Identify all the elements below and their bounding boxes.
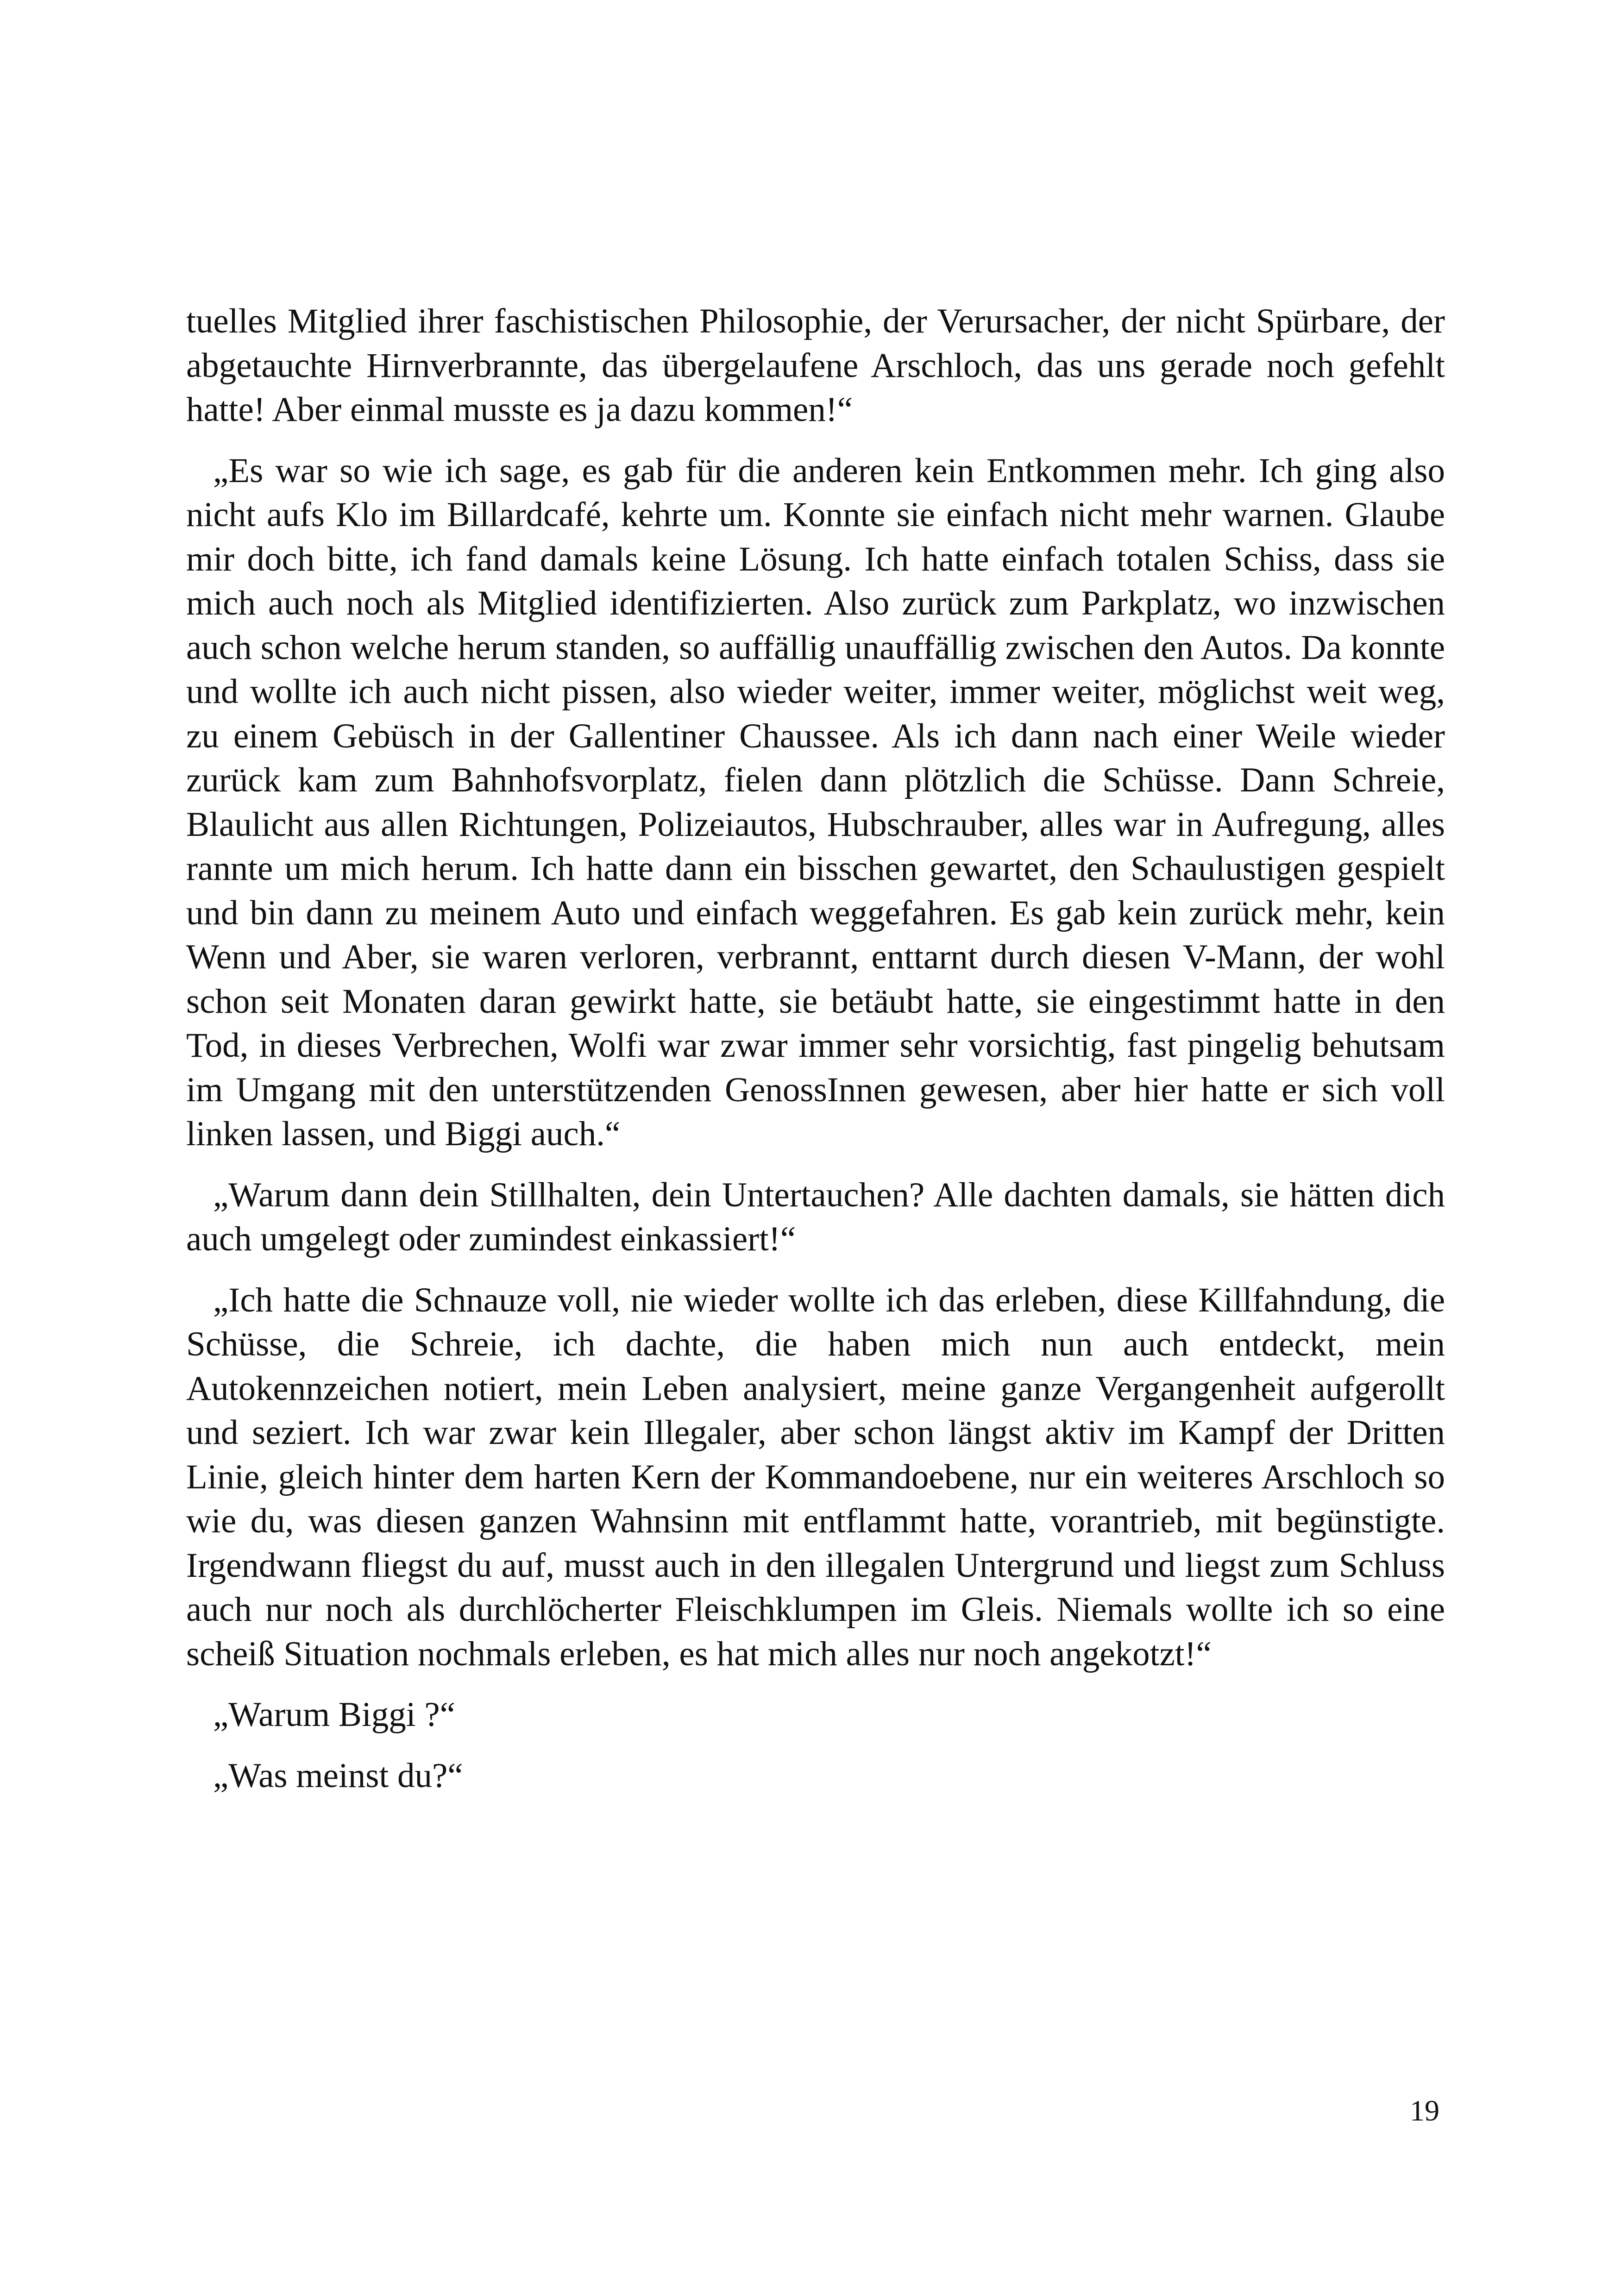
- paragraph-1: tuelles Mitglied ihrer faschistischen Philosophie, der Verursacher, der nicht Spürbare, der abgetauchte Hirnverbrannte, das übergelaufene Arschloch, das uns gerade noch gefehlt hatte! Aber einmal musste es ja dazu kommen!“: [186, 302, 1445, 429]
- paragraph-6: „Was meinst du?“: [213, 1756, 463, 1795]
- paragraph-3: „Warum dann dein Stillhalten, dein Untertauchen? Alle dachten damals, sie hätten dich auch umgelegt oder zumindest einkassiert!“: [186, 1175, 1445, 1258]
- page-number: 19: [1410, 2094, 1439, 2127]
- paragraph-5: „Warum Biggi ?“: [213, 1695, 455, 1734]
- paragraph-2: „Es war so wie ich sage, es gab für die anderen kein Entkommen mehr. Ich ging also nicht aufs Klo im Billardcafé, kehrte um. Konnte sie einfach nicht mehr warnen. Glaube mir doch bitte, ich fand damals keine Lösung. Ich hatte einfach totalen Schiss, dass sie mich auch noch als Mitglied identifizierten. Also zurück zum Parkplatz, wo inzwischen auch schon welche herum standen, so auffällig unauffällig zwischen den Autos. Da konnte und wollte ich auch nicht pissen, also wieder weiter, immer weiter, möglichst weit weg, zu einem Gebüsch in der Gallentiner Chaussee. Als ich dann nach einer Weile wieder zurück kam zum Bahnhofsvorplatz, fielen dann plötzlich die Schüsse. Dann Schreie, Blaulicht aus allen Richtungen, Polizeiautos, Hubschrauber, alles war in Aufregung, alles rannte um mich herum. Ich hatte dann ein bisschen gewartet, den Schaulustigen gespielt und bin dann zu meinem Auto und einfach weggefahren. Es gab kein zurück mehr, kein Wenn und Aber, sie waren verloren, verbrannt, enttarnt durch diesen V-Mann, der wohl schon seit Monaten daran gewirkt hatte, sie betäubt hatte, sie eingestimmt hatte in den Tod, in dieses Verbrechen, Wolfi war zwar immer sehr vorsichtig, fast pingelig behutsam im Umgang mit den unterstützenden GenossInnen gewesen, aber hier hatte er sich voll linken lassen, und Biggi auch.“: [186, 451, 1445, 1153]
- paragraph-4: „Ich hatte die Schnauze voll, nie wieder wollte ich das erleben, diese Killfahndung, die Schüsse, die Schreie, ich dachte, die haben mich nun auch entdeckt, mein Autokennzeichen notiert, mein Leben analysiert, meine ganze Vergangenheit aufgerollt und seziert. Ich war zwar kein Illegaler, aber schon längst aktiv im Kampf der Dritten Linie, gleich hinter dem harten Kern der Kommandoebene, nur ein weiteres Arschloch so wie du, was diesen ganzen Wahnsinn mit entflammt hatte, vorantrieb, mit begünstigte. Irgendwann fliegst du auf, musst auch in den illegalen Untergrund und liegst zum Schluss auch nur noch als durchlöcherter Fleischklumpen im Gleis. Niemals wollte ich so eine scheiß Situation nochmals erleben, es hat mich alles nur noch angekotzt!“: [186, 1280, 1445, 1673]
- body-text: [186, 299, 1445, 1814]
